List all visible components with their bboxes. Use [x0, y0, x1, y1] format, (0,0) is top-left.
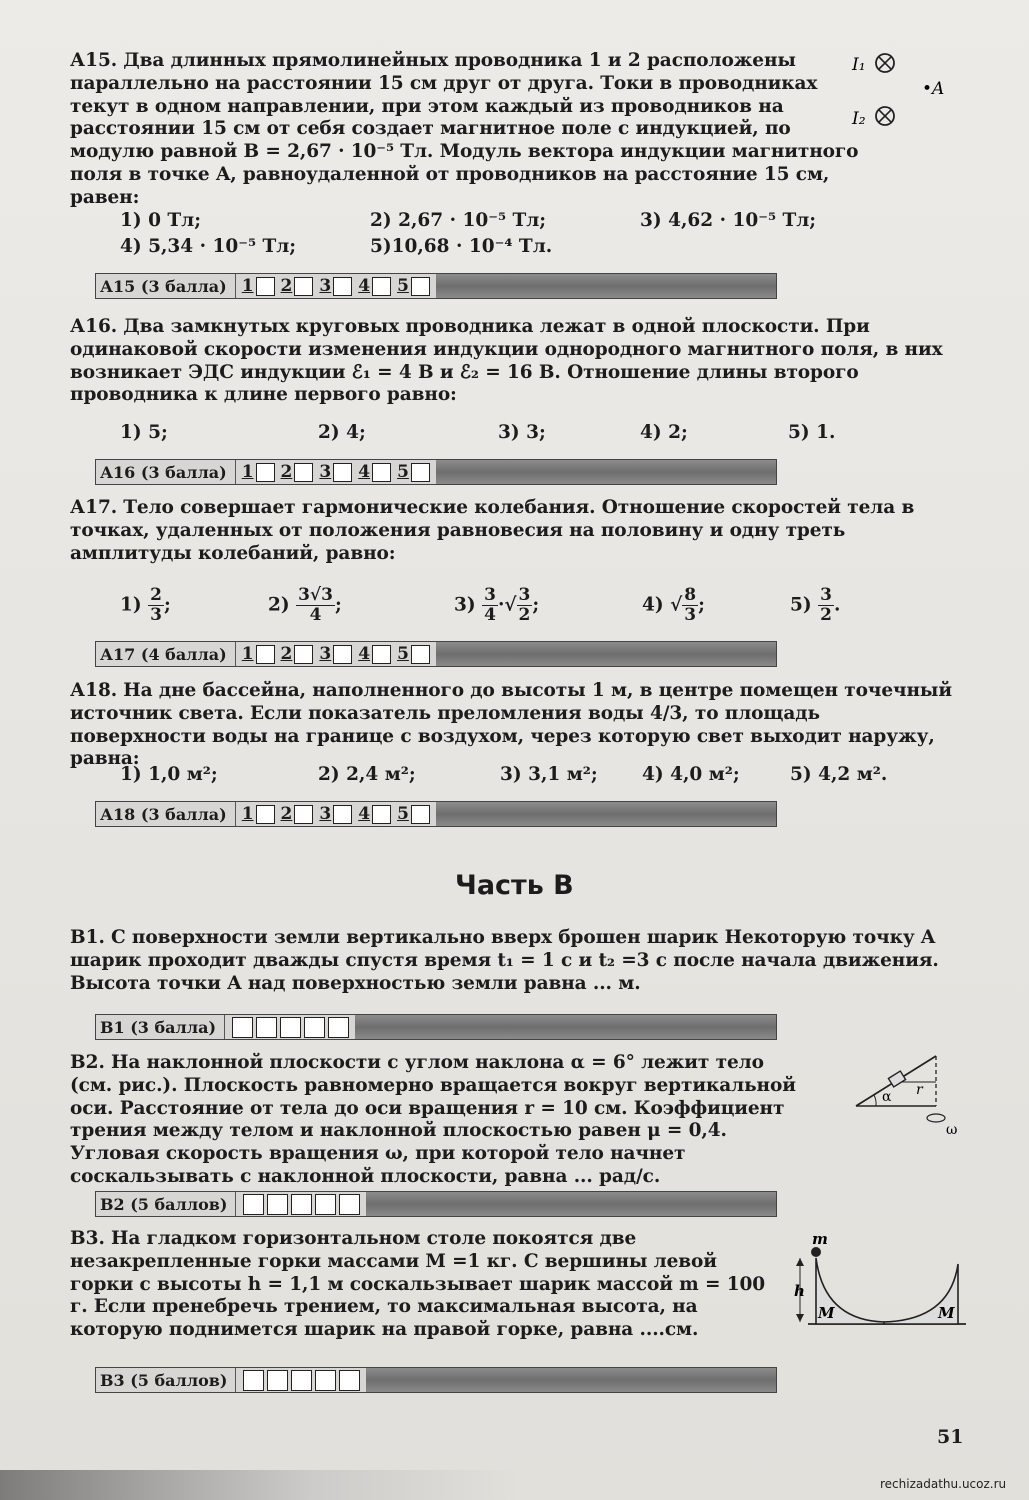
answer-digit-box[interactable] [315, 1370, 336, 1391]
answer-box-1[interactable] [256, 463, 275, 482]
question-text: Два длинных прямолинейных проводника 1 и 2 расположены параллельно на расстоянии 15 см друг от друга. Токи в проводниках текут в одном направлении, при этом каждый из проводников на расстоянии 15 см от себя создает магнитное поле с индукцией, по модулю равной B = 2,67 · 10⁻⁵ Тл. Модуль вектора индукции магнитного поля в точке A, равноудаленной от проводников на расстояние 15 см, равен: [70, 50, 859, 208]
answer-box-5[interactable] [411, 645, 430, 664]
svg-text:M: M [938, 1304, 955, 1322]
answer-box-5[interactable] [411, 463, 430, 482]
question-a15 [70, 50, 860, 210]
question-text: На гладком горизонтальном столе покоятся две незакрепленные горки массами M =1 кг. С вершины левой горки с высоты h = 1,1 м соскальзывает шарик массой m = 100 г. Если пренебречь трением, то максимальная высота, на которую поднимется шарик на правой горке, равна ....см. [70, 1228, 766, 1341]
svg-text:r: r [916, 1082, 923, 1098]
two-hills-figure [796, 1228, 976, 1338]
answer-digit-box[interactable] [304, 1017, 325, 1038]
answer-box-4[interactable] [372, 805, 391, 824]
question-text: На наклонной плоскости с углом наклона α = 6° лежит тело (см. рис.). Плоскость равномерно вращается вокруг вертикальной оси. Расстояние от тела до оси вращения r = 10 см. Коэффициент трения между телом и наклонной плоскостью равен μ = 0,4. Угловая скорость вращения ω, при которой тело начнет соскальзывать с наклонной плоскости, равна ... рад/с. [70, 1052, 796, 1187]
answer-bar-b1: В1 (3 балла) [95, 1014, 777, 1040]
svg-text:m: m [812, 1230, 828, 1248]
answer-box-1[interactable] [256, 645, 275, 664]
answer-box-5[interactable] [411, 805, 430, 824]
answer-digit-box[interactable] [315, 1194, 336, 1215]
answer-box-4[interactable] [372, 463, 391, 482]
option-1: 1) 0 Тл; [120, 210, 202, 231]
answer-box-2[interactable] [294, 805, 313, 824]
answer-box-2[interactable] [294, 463, 313, 482]
answer-box-3[interactable] [333, 645, 352, 664]
answer-digit-box[interactable] [280, 1017, 301, 1038]
question-text: С поверхности земли вертикально вверх брошен шарик Некоторую точку A шарик проходит дважды спустя время t₁ = 1 с и t₂ =3 с после начала движения. Высота точки A над поверхностью земли равна ... м. [70, 927, 939, 994]
answer-bar-a18: А18 (3 балла) 1 2 3 4 5 [95, 801, 777, 827]
page-number: 51 [937, 1426, 964, 1448]
answer-box-4[interactable] [372, 645, 391, 664]
question-a17: А17. Тело совершает гармонические колебания. Отношение скоростей тела в точках, удаленных от положения равновесия на половину и одну треть амплитуды колебаний, равно: [70, 497, 915, 564]
question-a16: А16. Два замкнутых круговых проводника лежат в одной плоскости. При одинаковой скорости изменения индукции однородного магнитного поля, в них возникает ЭДС индукции ℰ₁ = 4 В и ℰ₂ = 16 В. Отношение длины второго проводника к длине первого равно: [70, 316, 943, 406]
answer-box-2[interactable] [294, 277, 313, 296]
answer-digit-box[interactable] [291, 1194, 312, 1215]
question-text: На дне бассейна, наполненного до высоты 1 м, в центре помещен точечный источник света. Если показатель преломления воды 4/3, то площадь поверхности воды на границе с воздухом, через которую свет выходит наружу, равна: [70, 680, 952, 770]
answer-bar-label: А15 (3 балла) [96, 274, 236, 298]
answer-digit-box[interactable] [243, 1194, 264, 1215]
conductors-figure [850, 48, 960, 138]
answer-bar-b3: В3 (5 баллов) [95, 1367, 777, 1393]
question-a18: А18. На дне бассейна, наполненного до высоты 1 м, в центре помещен точечный источник света. Если показатель преломления воды 4/3, то площадь поверхности воды на границе с воздухом, через которую свет выходит наружу, равна: [70, 680, 952, 770]
answer-digit-box[interactable] [328, 1017, 349, 1038]
answer-digit-box[interactable] [256, 1017, 277, 1038]
answer-bar-b2: В2 (5 баллов) [95, 1191, 777, 1217]
svg-text:M: M [818, 1304, 835, 1322]
inclined-plane-figure [852, 1048, 962, 1138]
answer-box-5[interactable] [411, 277, 430, 296]
answer-digit-box[interactable] [339, 1370, 360, 1391]
answer-box-2[interactable] [294, 645, 313, 664]
option-5: 5)10,68 · 10⁻⁴ Тл. [370, 236, 553, 257]
answer-box-3[interactable] [333, 463, 352, 482]
answer-box-3[interactable] [333, 805, 352, 824]
label-i1: I₁ [852, 55, 866, 75]
answer-digit-box[interactable] [232, 1017, 253, 1038]
question-number: А15. [70, 50, 118, 71]
answer-box-1[interactable] [256, 805, 275, 824]
page: А15. Два длинных прямолинейных проводника 1 и 2 расположены параллельно на расстоянии 15 см друг от друга. Токи в проводниках текут в одном направлении, при этом каждый из проводников на расстоянии 15 см от себя создает магнитное поле с индукцией, по модулю равной B = 2,67 · 10⁻⁵ Тл. Модуль вектора индукции магнитного поля в точке A, равноудаленной от проводников на расстояние 15 см, равен: I₁ •A I₂ 1) 0 Тл; 2) 2,67 · 10⁻⁵ Тл; 3) 4,62 · 10⁻⁵ Тл; 4) 5,34 · 10⁻⁵ Тл; 5)10,68 · 10⁻⁴ Тл. А15 (3 балла) 1 2 3 4 5 А16. Два замкнутых круговых проводника лежат в одной плоскости. При одинаковой скорости изменения индукции однородного магнитного поля, в них возникает ЭДС индукции ℰ₁ = 4 В и ℰ₂ = 16 В. Отношение длины второго проводника к длине первого равно: 1) 5; 2) 4; 3) 3; 4) 2; 5) 1. А16 (3 балла) 1 2 3 4 5 А17. Тело совершает гармонические колебания. Отношение скоростей тела в точках, удаленных от положения равновесия на половину и одну треть амплитуды колебаний, равно: 1) $\frac{2}{3}$ ; 2) $\frac{3√3}{4}$ ; 3) $\frac{3}{4}$ ·√ $\frac{3}{2}$ ; 4) √ $\frac{8}{3}$ ; 5) $\frac{3}{2}$ . А17 (4 балла) 1 2 3 4 5 А18. На дне бассейна, наполненного до высоты 1 м, в центре помещен точечный источник света. Если показатель преломления воды 4/3, то площадь поверхности воды на границе с воздухом, через которую свет выходит наружу, равна: 1) 1,0 м²; 2) 2,4 м²; 3) 3,1 м²; 4) 4,0 м²; 5) 4,2 м². А18 (3 балла) 1 2 3 4 5 Часть В В1. С поверхности земли вертикально вверх брошен шарик Некоторую точку A шарик проходит дважды спустя время t₁ = 1 с и t₂ =3 с после начала движения. Высота точки A над поверхностью земли равна ... м. В1 (3 балла) В2. На наклонной плоскости с углом наклона α = 6° лежит тело (см. рис.). Плоскость равномерно вращается вокруг вертикальной оси. Расстояние от тела до оси вращения r = 10 см. Коэффициент трения между телом и наклонной плоскостью равен μ = 0,4. Угловая скорость вращения ω, при которой тело начнет соскальзывать с наклонной плоскости, равна ... рад/с. r α ω В2 (5 баллов) В3. На гладком горизонтальном столе покоятся две незакрепленные горки массами M =1 кг. С вершины левой горки с высоты h = 1,1 м соскальзывает шарик массой m = 100 г. Если пренебречь трением, то максимальная высота, на которую поднимется шарик на правой горке, равна ....см. m h M M В3 (5 баллов) 51 rechizadathu.ucoz.ru [0, 0, 1029, 1500]
svg-text:α: α [882, 1089, 892, 1105]
svg-text:ω: ω [946, 1122, 958, 1138]
question-text: Два замкнутых круговых проводника лежат в одной плоскости. При одинаковой скорости изменения индукции однородного магнитного поля, в них возникает ЭДС индукции ℰ₁ = 4 В и ℰ₂ = 16 В. Отношение длины второго проводника к длине первого равно: [70, 316, 943, 406]
answer-bar-a16: А16 (3 балла) 1 2 3 4 5 [95, 459, 777, 485]
question-b1: В1. С поверхности земли вертикально вверх брошен шарик Некоторую точку A шарик проходит дважды спустя время t₁ = 1 с и t₂ =3 с после начала движения. Высота точки A над поверхностью земли равна ... м. [70, 927, 939, 994]
watermark-site[interactable]: rechizadathu.ucoz.ru [880, 1477, 1007, 1491]
answer-digit-box[interactable] [267, 1370, 288, 1391]
question-b3: В3. На гладком горизонтальном столе покоятся две незакрепленные горки массами M =1 кг. С вершины левой горки с высоты h = 1,1 м соскальзывает шарик массой m = 100 г. Если пренебречь трением, то максимальная высота, на которую поднимется шарик на правой горке, равна ....см. [70, 1228, 766, 1341]
option-2: 2) 2,67 · 10⁻⁵ Тл; [370, 210, 547, 231]
answer-box-3[interactable] [333, 277, 352, 296]
answer-digit-box[interactable] [243, 1370, 264, 1391]
scan-edge [0, 1470, 520, 1500]
option-3: 3) 4,62 · 10⁻⁵ Тл; [640, 210, 817, 231]
answer-bar-a17: А17 (4 балла) 1 2 3 4 5 [95, 641, 777, 667]
rotation-arrow-icon [927, 1114, 945, 1122]
options-a17: 1) $\frac{2}{3}$ ; 2) $\frac{3√3}{4}$ ; 3) $\frac{3}{4}$ ·√ $\frac{3}{2}$ ; 4) √ $\frac{8}{3}$ ; 5) $\frac{3}{2}$ . [120, 585, 841, 625]
point-a: •A [922, 79, 945, 99]
answer-box-1[interactable] [256, 277, 275, 296]
question-b2: В2. На наклонной плоскости с углом наклона α = 6° лежит тело (см. рис.). Плоскость равномерно вращается вокруг вертикальной оси. Расстояние от тела до оси вращения r = 10 см. Коэффициент трения между телом и наклонной плоскостью равен μ = 0,4. Угловая скорость вращения ω, при которой тело начнет соскальзывать с наклонной плоскости, равна ... рад/с. [70, 1052, 796, 1187]
answer-digit-box[interactable] [267, 1194, 288, 1215]
answer-digit-box[interactable] [291, 1370, 312, 1391]
question-text: Тело совершает гармонические колебания. Отношение скоростей тела в точках, удаленных от положения равновесия на половину и одну треть амплитуды колебаний, равно: [70, 497, 915, 564]
ball-icon [811, 1247, 821, 1257]
part-title: Часть В [455, 870, 574, 901]
answer-bar-a15: А15 (3 балла) 1 2 3 4 5 [95, 273, 777, 299]
svg-text:h: h [794, 1282, 805, 1300]
option-4: 4) 5,34 · 10⁻⁵ Тл; [120, 236, 297, 257]
label-i2: I₂ [852, 109, 866, 129]
answer-digit-box[interactable] [339, 1194, 360, 1215]
answer-box-4[interactable] [372, 277, 391, 296]
